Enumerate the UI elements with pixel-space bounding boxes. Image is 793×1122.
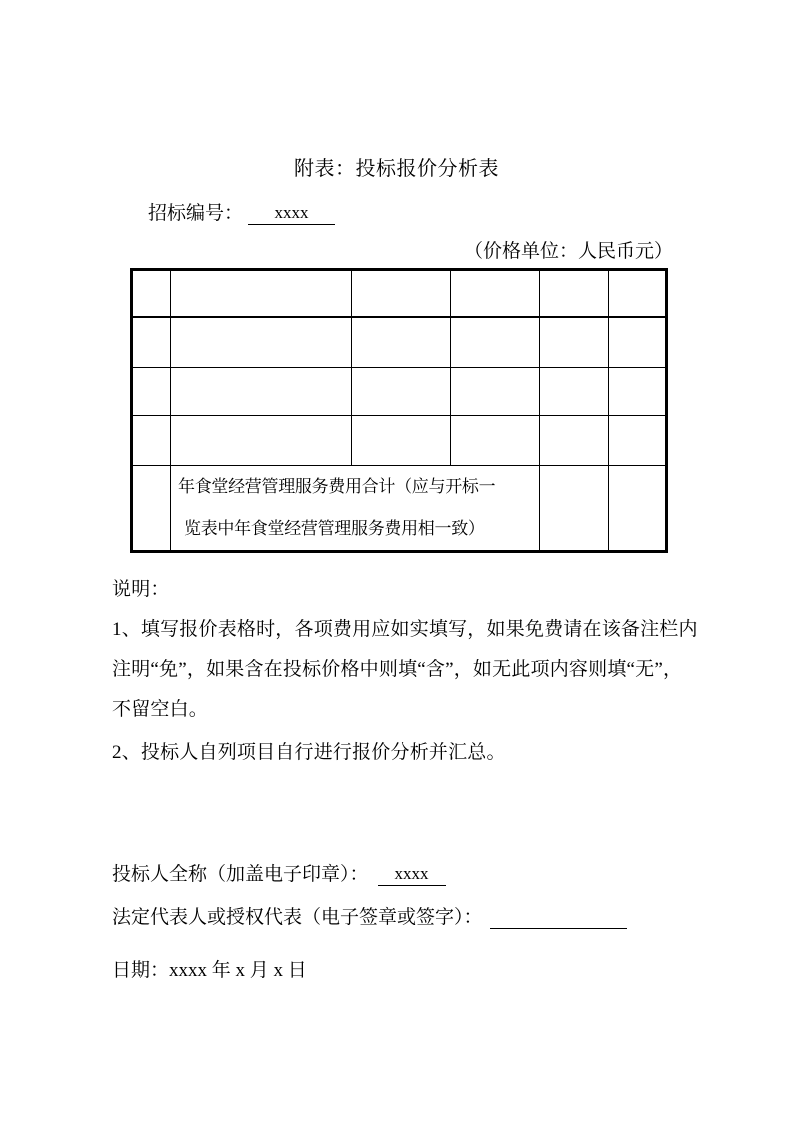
representative-label: 法定代表人或授权代表（电子签章或签字）： [112, 907, 483, 928]
table-cell [171, 317, 352, 368]
notes-heading: 说明： [112, 579, 170, 600]
table-cell [171, 416, 352, 466]
table-row [132, 317, 667, 368]
table-cell [352, 270, 451, 317]
table-cell [451, 416, 540, 466]
table-cell [451, 317, 540, 368]
bidder-name-label: 投标人全称（加盖电子印章）： [112, 864, 369, 885]
table-cell [609, 270, 667, 317]
table-cell [451, 368, 540, 416]
table-cell [609, 368, 667, 416]
table-cell [171, 270, 352, 317]
table-cell [132, 317, 171, 368]
table-cell [132, 368, 171, 416]
table-cell [609, 317, 667, 368]
summary-total-cell [171, 466, 540, 552]
table-cell [171, 368, 352, 416]
table-cell [540, 368, 609, 416]
page-title: 附表：投标报价分析表 [294, 158, 499, 180]
table-header-row [132, 270, 667, 317]
representative-signature-blank [490, 905, 627, 929]
table-cell [540, 416, 609, 466]
quote-analysis-table [130, 268, 668, 553]
table-cell [540, 270, 609, 317]
tender-number-label: 招标编号： [148, 203, 244, 224]
table-cell [132, 466, 171, 552]
price-unit-note: （价格单位：人民币元） [463, 241, 673, 262]
note2-text: 2、投标人自列项目自行进行报价分析并汇总。 [112, 742, 506, 763]
tender-number-blank: xxxx [248, 201, 335, 225]
bidder-name-blank: xxxx [378, 862, 446, 886]
table-cell [352, 317, 451, 368]
note1-line2: 注明“免”，如果含在投标价格中则填“含”，如无此项内容则填“无”， [112, 659, 683, 680]
table-cell [132, 416, 171, 466]
note1-line3: 不留空白。 [112, 699, 209, 720]
summary-total-line1: 年食堂经营管理服务费用合计（应与开标一 [178, 477, 496, 496]
table-summary-row [132, 466, 667, 552]
table-cell [609, 416, 667, 466]
table-cell [132, 270, 171, 317]
table-cell [352, 416, 451, 466]
table-row [132, 416, 667, 466]
tender-number-line [148, 198, 335, 225]
representative-line [112, 902, 627, 929]
table-row [132, 368, 667, 416]
table-cell [540, 466, 609, 552]
table-cell [540, 317, 609, 368]
notes-section [112, 570, 698, 773]
table-cell [609, 466, 667, 552]
date-line: 日期：xxxx 年 x 月 x 日 [112, 960, 307, 981]
bidder-name-line [112, 859, 446, 886]
summary-total-text [171, 466, 539, 550]
table-cell [352, 368, 451, 416]
note1-line1: 1、填写报价表格时，各项费用应如实填写，如果免费请在该备注栏内 [112, 619, 698, 640]
summary-total-line2: 览表中年食堂经营管理服务费用相一致） [184, 519, 485, 538]
table-cell [451, 270, 540, 317]
